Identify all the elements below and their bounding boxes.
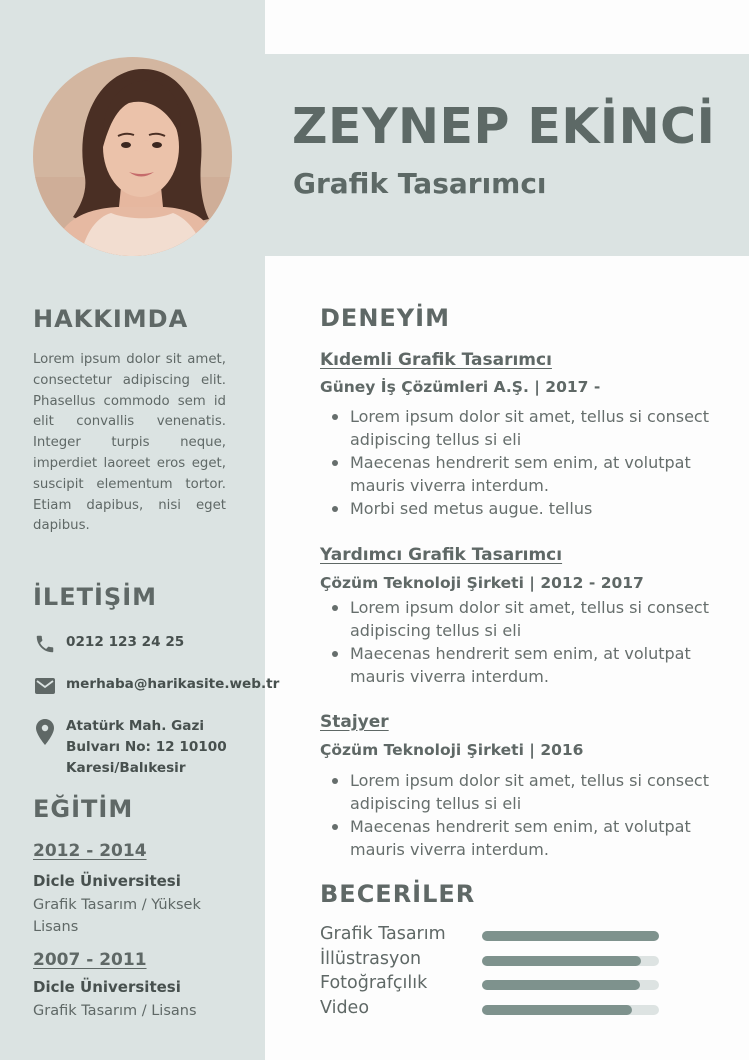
skill-row — [320, 973, 660, 997]
job-title: Stajyer — [320, 712, 389, 732]
job-bullets — [330, 596, 725, 688]
experience-heading: DENEYİM — [320, 304, 450, 332]
job-company: Çözüm Teknoloji Şirketi | 2016 — [320, 741, 584, 759]
skills-heading: BECERİLER — [320, 880, 476, 908]
skill-name: Grafik Tasarım — [320, 924, 446, 944]
profile-photo-image — [33, 57, 232, 256]
skill-bar-fill — [482, 931, 659, 941]
profile-photo — [33, 57, 232, 256]
contact-address — [33, 716, 227, 779]
location-pin-icon — [33, 720, 57, 744]
mail-icon — [33, 674, 57, 698]
skill-name: Fotoğrafçılık — [320, 973, 428, 993]
education-school: Dicle Üniversitesi — [33, 978, 181, 996]
skill-name: Video — [320, 998, 370, 1018]
skill-bar-track — [482, 1005, 659, 1015]
job-bullet: Maecenas hendrerit sem enim, at volutpat mauris viverra interdum. — [330, 451, 725, 497]
job-bullets — [330, 769, 725, 861]
address-text: Atatürk Mah. Gazi Bulvarı No: 12 10100 Karesi/Balıkesir — [66, 718, 227, 776]
skill-row — [320, 949, 660, 973]
phone-icon — [33, 632, 57, 656]
candidate-name: ZEYNEP EKİNCİ — [292, 98, 716, 155]
education-school: Dicle Üniversitesi — [33, 872, 181, 890]
header-band — [265, 54, 749, 256]
job-title: Kıdemli Grafik Tasarımcı — [320, 350, 552, 370]
skill-bar-track — [482, 980, 659, 990]
job-bullet: Morbi sed metus augue. tellus — [330, 497, 725, 520]
skill-bar-track — [482, 956, 659, 966]
contact-heading: İLETİŞİM — [33, 583, 158, 611]
job-bullet: Lorem ipsum dolor sit amet, tellus si consect adipiscing tellus si eli — [330, 596, 725, 642]
job-company: Çözüm Teknoloji Şirketi | 2012 - 2017 — [320, 574, 644, 592]
education-heading: EĞİTİM — [33, 795, 134, 823]
education-degree: Grafik Tasarım / Lisans — [33, 1003, 197, 1019]
contact-email — [33, 674, 279, 698]
job-bullets — [330, 405, 725, 520]
skill-bar-fill — [482, 980, 640, 990]
job-bullet: Lorem ipsum dolor sit amet, tellus si consect adipiscing tellus si eli — [330, 405, 725, 451]
candidate-title: Grafik Tasarımcı — [293, 167, 547, 200]
skill-row — [320, 924, 660, 948]
education-years: 2007 - 2011 — [33, 950, 147, 970]
contact-phone — [33, 632, 184, 656]
job-bullet: Maecenas hendrerit sem enim, at volutpat mauris viverra interdum. — [330, 815, 725, 861]
skill-bar-fill — [482, 1005, 632, 1015]
job-company: Güney İş Çözümleri A.Ş. | 2017 - — [320, 378, 601, 396]
skill-bar-track — [482, 931, 659, 941]
about-heading: HAKKIMDA — [33, 305, 189, 333]
skill-row — [320, 998, 660, 1022]
email-address: merhaba@harikasite.web.tr — [66, 676, 280, 692]
job-title: Yardımcı Grafik Tasarımcı — [320, 545, 563, 565]
skill-bar-fill — [482, 956, 641, 966]
job-bullet: Lorem ipsum dolor sit amet, tellus si consect adipiscing tellus si eli — [330, 769, 725, 815]
job-bullet: Maecenas hendrerit sem enim, at volutpat mauris viverra interdum. — [330, 642, 725, 688]
education-degree: Grafik Tasarım / Yüksek Lisans — [33, 897, 201, 935]
about-text: Lorem ipsum dolor sit amet, consectetur adipiscing elit. Phasellus commodo sem id elit convallis venenatis. Integer turpis neque, imperdiet laoreet eros eget, suscipit elementum tortor. Etiam dapibus, nisi eget dapibus. — [33, 352, 226, 534]
phone-number: 0212 123 24 25 — [66, 634, 185, 650]
skill-name: İllüstrasyon — [320, 949, 422, 969]
education-years: 2012 - 2014 — [33, 841, 147, 861]
